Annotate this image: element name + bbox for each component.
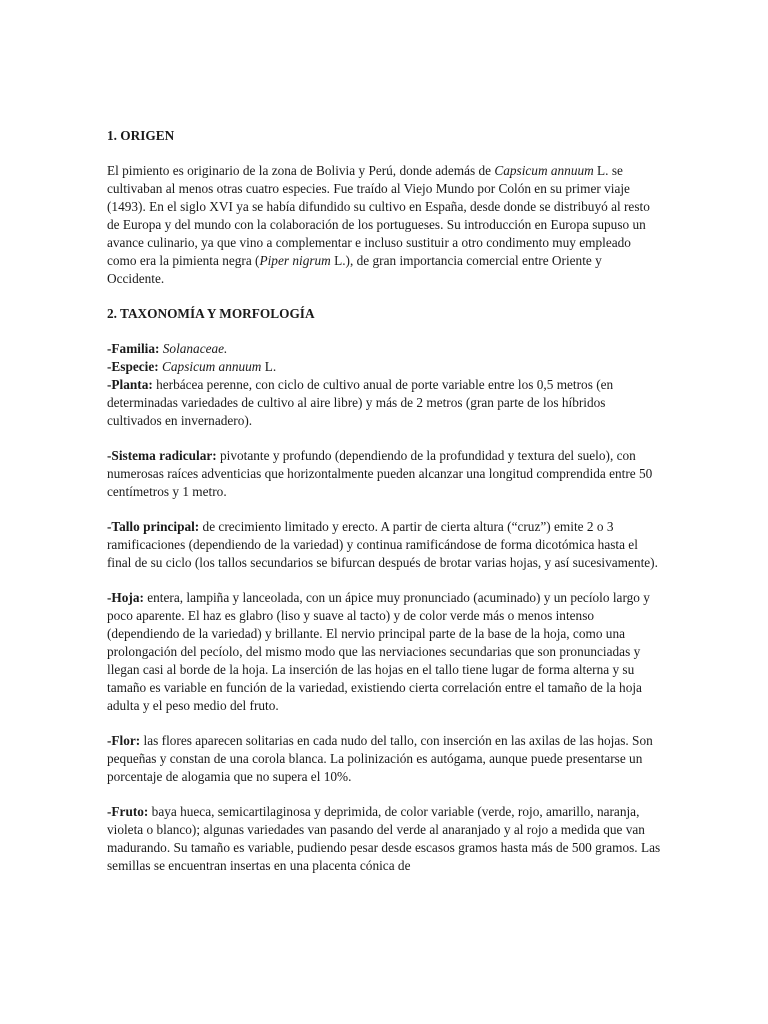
field-tallo-principal (107, 518, 662, 572)
field-flor (107, 732, 662, 786)
field-text: pivotante y profundo (dependiendo de la profundidad y textura del suelo), con numerosas raíces adventicias que horizontalmente pueden alcanzar una longitud comprendida entre 50 centímetros y 1 metro. (107, 448, 653, 499)
section-heading-taxonomia: 2. TAXONOMÍA Y MORFOLOGÍA (107, 306, 315, 321)
field-text: las flores aparecen solitarias en cada nudo del tallo, con inserción en las axilas de las hojas. Son pequeñas y constan de una corola blanca. La polinización es autógama, aunque puede presentarse un porcentaje de alogamia que no supera el 10%. (107, 733, 653, 784)
text-run: L. se cultivaban al menos otras cuatro especies. Fue traído al Viejo Mundo por Colón en su primer viaje (1493). En el siglo XVI ya se había difundido su cultivo en España, desde donde se distribuyó al resto de Europa y del mundo con la colaboración de los portugueses. Su introducción en Europa supuso un avance culinario, ya que vino a complementar e incluso sustituir a otro condimento muy empleado como era la pimienta negra ( (107, 163, 650, 268)
field-text: entera, lampiña y lanceolada, con un ápice muy pronunciado (acuminado) y un pecíolo largo y poco aparente. El haz es glabro (liso y suave al tacto) y de color verde más o menos intenso (dependiendo de la variedad) y brillante. El nervio principal parte de la base de la hoja, como una prolongación del pecíolo, del mismo modo que las nerviaciones secundarias que son pronunciadas y llegan casi al borde de la hoja. La inserción de las hojas en el tallo tiene lugar de forma alterna y su tamaño es variable en función de la variedad, existiendo cierta correlación entre el tamaño de la hoja adulta y el peso medio del fruto. (107, 590, 650, 713)
field-label: -Tallo principal: (107, 519, 200, 534)
field-hoja (107, 589, 662, 715)
field-sistema-radicular (107, 447, 662, 501)
field-label: -Flor: (107, 733, 141, 748)
field-text: herbácea perenne, con ciclo de cultivo anual de porte variable entre los 0,5 metros (en determinadas variedades de cultivo al aire libre) y más de 2 metros (gran parte de los híbridos cultivados en invernadero). (107, 377, 614, 428)
paragraph-origen (107, 162, 662, 288)
species-name: Piper nigrum (259, 253, 331, 268)
field-planta (107, 376, 662, 430)
field-fruto (107, 803, 662, 875)
field-value: Solanaceae. (162, 341, 228, 356)
field-familia (107, 340, 662, 358)
field-especie (107, 358, 662, 376)
field-value: Capsicum annuum (162, 359, 262, 374)
field-label: -Familia: (107, 341, 160, 356)
field-label: -Hoja: (107, 590, 144, 605)
field-label: -Sistema radicular: (107, 448, 217, 463)
field-text: baya hueca, semicartilaginosa y deprimida, de color variable (verde, rojo, amarillo, naranja, violeta o blanco); algunas variedades van pasando del verde al anaranjado y al rojo a medida que van madurando. Su tamaño es variable, pudiendo pesar desde escasos gramos hasta más de 500 gramos. Las semillas se encuentran insertas en una placenta cónica de (107, 804, 661, 873)
field-label: -Fruto: (107, 804, 149, 819)
section-heading-origen: 1. ORIGEN (107, 128, 175, 143)
field-label: -Planta: (107, 377, 153, 392)
document-body (107, 127, 662, 892)
species-name: Capsicum annuum (494, 163, 594, 178)
field-label: -Especie: (107, 359, 159, 374)
text-run: L.), de gran importancia comercial entre Oriente y Occidente. (107, 253, 602, 286)
text-run: El pimiento es originario de la zona de Bolivia y Perú, donde además de (107, 163, 495, 178)
field-text: de crecimiento limitado y erecto. A partir de cierta altura (“cruz”) emite 2 o 3 ramificaciones (dependiendo de la variedad) y continua ramificándose de forma dicotómica hasta el final de su ciclo (los tallos secundarios se bifurcan después de brotar varias hojas, y así sucesivamente). (107, 519, 658, 570)
text-run: L. (261, 359, 277, 374)
